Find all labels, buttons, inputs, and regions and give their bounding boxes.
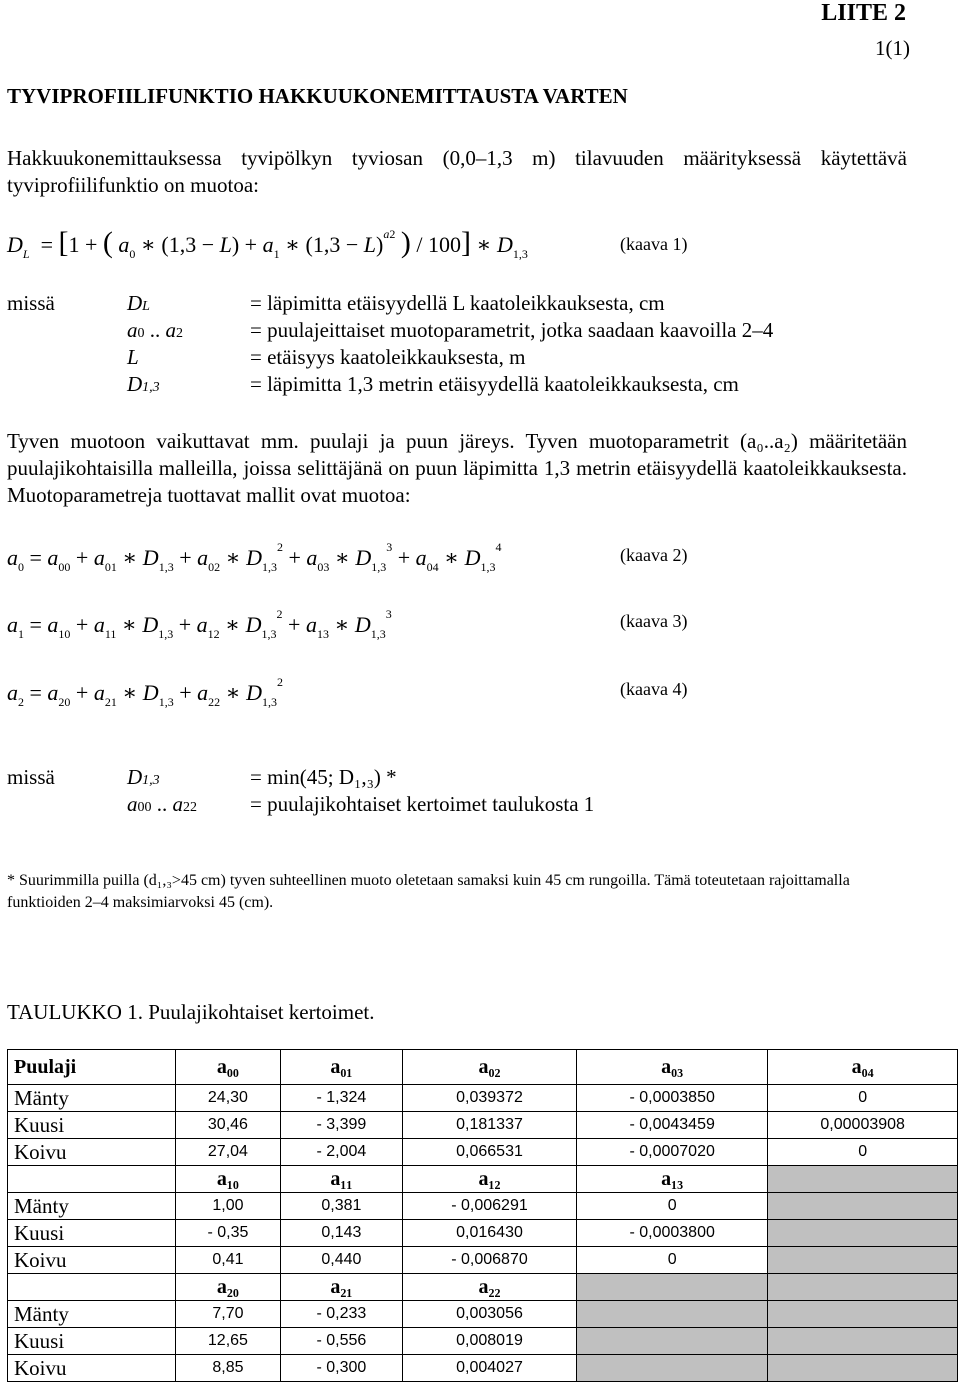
table-cell: - 0,300 (280, 1355, 402, 1382)
formula-4: $a_2 = a_{20} + a_{21}$ ∗ $D_{1,3} + a_{22}$ ∗ $D_{1,3}^2$ (7, 675, 283, 709)
empty-grey-cell (577, 1301, 768, 1328)
table-row (8, 1301, 958, 1328)
def2-desc-a00-a22: = puulajikohtaiset kertoimet taulukosta 1 (250, 792, 595, 816)
table-cell: 0,008019 (402, 1328, 576, 1355)
table-cell: - 0,233 (280, 1301, 402, 1328)
table-cell: 27,04 (176, 1139, 281, 1166)
coefficient-table (7, 1049, 958, 1382)
table-cell (8, 1274, 176, 1301)
table-cell: - 0,35 (176, 1220, 281, 1247)
document-title: TYVIPROFIILIFUNKTIO HAKKUUKONEMITTAUSTA VARTEN (7, 84, 628, 108)
header-cell: a₀₀ (176, 1050, 281, 1085)
table-cell: 7,70 (176, 1301, 281, 1328)
header-cell: a₂₀ (176, 1274, 281, 1301)
paragraph-2: Tyven muotoon vaikuttavat mm. puulaji ja puun järeys. Tyven muotoparametrit (a₀..a₂) määritetään puulajikohtaisilla malleilla, joissa selittäjänä on puun läpimitta 1,3 metrin etäisyydellä kaatoleikkauksesta. Muotoparametreja tuottavat mallit ovat muotoa: (7, 429, 907, 507)
table-cell: Mänty (8, 1193, 176, 1220)
table-row (8, 1085, 958, 1112)
header-cell: a₁₂ (402, 1166, 576, 1193)
empty-grey-cell (768, 1166, 958, 1193)
def-symbol-d13: D1,3 (127, 372, 160, 396)
table-cell: Mänty (8, 1085, 176, 1112)
table-cell: 0,004027 (402, 1355, 576, 1382)
table-cell: - 0,0003850 (577, 1085, 768, 1112)
table-row (8, 1112, 958, 1139)
def2-symbol-d13: D1,3 (127, 765, 160, 789)
empty-grey-cell (768, 1328, 958, 1355)
table-cell: - 0,006291 (402, 1193, 576, 1220)
def2-desc-d13: = min(45; D₁,₃) * (250, 765, 397, 789)
table-header-row (8, 1050, 958, 1085)
table-cell: - 0,006870 (402, 1247, 576, 1274)
table-cell: Kuusi (8, 1220, 176, 1247)
table-row (8, 1355, 958, 1382)
table-cell: 0 (577, 1193, 768, 1220)
table-cell: 0 (577, 1247, 768, 1274)
header-cell: Puulaji (8, 1050, 176, 1085)
missa-label-2: missä (7, 765, 55, 789)
empty-grey-cell (768, 1247, 958, 1274)
def-desc-dl: = läpimitta etäisyydellä L kaatoleikkauksesta, cm (250, 291, 665, 315)
kaava-2-label: (kaava 2) (620, 545, 688, 565)
table-row (8, 1328, 958, 1355)
table-cell: Koivu (8, 1139, 176, 1166)
header-cell: a₀₄ (768, 1050, 958, 1085)
table-cell: - 0,0007020 (577, 1139, 768, 1166)
table-cell: - 2,004 (280, 1139, 402, 1166)
formula-1: $D_L = [1$ + ( $a_0$ ∗ $(1,3 - L) + a_1$ ∗ $(1,3 - L)^{a2}$ ) / 100] ∗ $D_{1,3}$ (7, 226, 528, 261)
kaava-4-label: (kaava 4) (620, 679, 688, 699)
header-cell: a₂₁ (280, 1274, 402, 1301)
def2-symbol-a00-a22: a00 .. a22 (127, 792, 197, 816)
empty-grey-cell (768, 1193, 958, 1220)
header-cell: a₁₃ (577, 1166, 768, 1193)
table-row (8, 1220, 958, 1247)
def-symbol-a0-a2: a0 .. a2 (127, 318, 183, 342)
empty-grey-cell (577, 1328, 768, 1355)
appendix-label: LIITE 2 (821, 0, 906, 26)
table-cell: 0 (768, 1085, 958, 1112)
table-subheader-row (8, 1166, 958, 1193)
intro-paragraph: Hakkuukonemittauksessa tyvipölkyn tyviosan (0,0–1,3 m) tilavuuden määrityksessä käytettävä tyviprofiilifunktio on muotoa: (7, 146, 907, 197)
table-title: TAULUKKO 1. Puulajikohtaiset kertoimet. (7, 1000, 375, 1024)
table-cell: Mänty (8, 1301, 176, 1328)
table-cell: 0,143 (280, 1220, 402, 1247)
def-desc-d13: = läpimitta 1,3 metrin etäisyydellä kaatoleikkauksesta, cm (250, 372, 739, 396)
page-number: 1(1) (875, 36, 910, 60)
table-cell: Koivu (8, 1355, 176, 1382)
table-cell: 0,181337 (402, 1112, 576, 1139)
empty-grey-cell (768, 1220, 958, 1247)
table-cell: 1,00 (176, 1193, 281, 1220)
formula-3: $a_1 = a_{10} + a_{11}$ ∗ $D_{1,3} + a_{12}$ ∗ $D_{1,3}^2 + a_{13}$ ∗ $D_{1,3}^3$ (7, 607, 392, 641)
header-cell: a₀₂ (402, 1050, 576, 1085)
footnote: * Suurimmilla puilla (d₁,₃>45 cm) tyven suhteellinen muoto oletetaan samaksi kuin 45 cm rungoilla. Tämä toteutetaan rajoittamalla funktioiden 2–4 maksimiarvoksi 45 (cm). (7, 872, 850, 911)
table-cell: - 0,0043459 (577, 1112, 768, 1139)
table-cell: - 0,556 (280, 1328, 402, 1355)
empty-grey-cell (768, 1274, 958, 1301)
table-cell (8, 1166, 176, 1193)
table-row (8, 1247, 958, 1274)
table-cell: 0,41 (176, 1247, 281, 1274)
header-cell: a₁₀ (176, 1166, 281, 1193)
table-cell: - 3,399 (280, 1112, 402, 1139)
table-cell: 0,440 (280, 1247, 402, 1274)
table-cell: 24,30 (176, 1085, 281, 1112)
table-cell: 0,381 (280, 1193, 402, 1220)
table-cell: Kuusi (8, 1112, 176, 1139)
table-cell: - 0,0003800 (577, 1220, 768, 1247)
empty-grey-cell (577, 1355, 768, 1382)
table-row (8, 1193, 958, 1220)
empty-grey-cell (577, 1274, 768, 1301)
missa-label-1: missä (7, 291, 55, 315)
table-cell: 0,039372 (402, 1085, 576, 1112)
kaava-1-label: (kaava 1) (620, 234, 688, 254)
header-cell: a₁₁ (280, 1166, 402, 1193)
table-cell: 0,066531 (402, 1139, 576, 1166)
table-cell: 12,65 (176, 1328, 281, 1355)
header-cell: a₂₂ (402, 1274, 576, 1301)
empty-grey-cell (768, 1355, 958, 1382)
table-cell: 8,85 (176, 1355, 281, 1382)
table-cell: 0 (768, 1139, 958, 1166)
table-row (8, 1139, 958, 1166)
def-symbol-l: L (127, 345, 139, 369)
table-cell: 0,016430 (402, 1220, 576, 1247)
def-desc-l: = etäisyys kaatoleikkauksesta, m (250, 345, 526, 369)
empty-grey-cell (768, 1301, 958, 1328)
table-cell: 0,00003908 (768, 1112, 958, 1139)
header-cell: a₀₃ (577, 1050, 768, 1085)
kaava-3-label: (kaava 3) (620, 611, 688, 631)
table-cell: 0,003056 (402, 1301, 576, 1328)
table-cell: Koivu (8, 1247, 176, 1274)
def-symbol-dl: DL (127, 291, 150, 315)
table-cell: 30,46 (176, 1112, 281, 1139)
table-subheader-row (8, 1274, 958, 1301)
def-desc-a0-a2: = puulajeittaiset muotoparametrit, jotka saadaan kaavoilla 2–4 (250, 318, 774, 342)
table-cell: - 1,324 (280, 1085, 402, 1112)
header-cell: a₀₁ (280, 1050, 402, 1085)
formula-2: $a_0 = a_{00} + a_{01}$ ∗ $D_{1,3} + a_{02}$ ∗ $D_{1,3}^2 + a_{03}$ ∗ $D_{1,3}^3 + a_{04}$ ∗ $D_{1,3}^4$ (7, 540, 502, 574)
table-cell: Kuusi (8, 1328, 176, 1355)
